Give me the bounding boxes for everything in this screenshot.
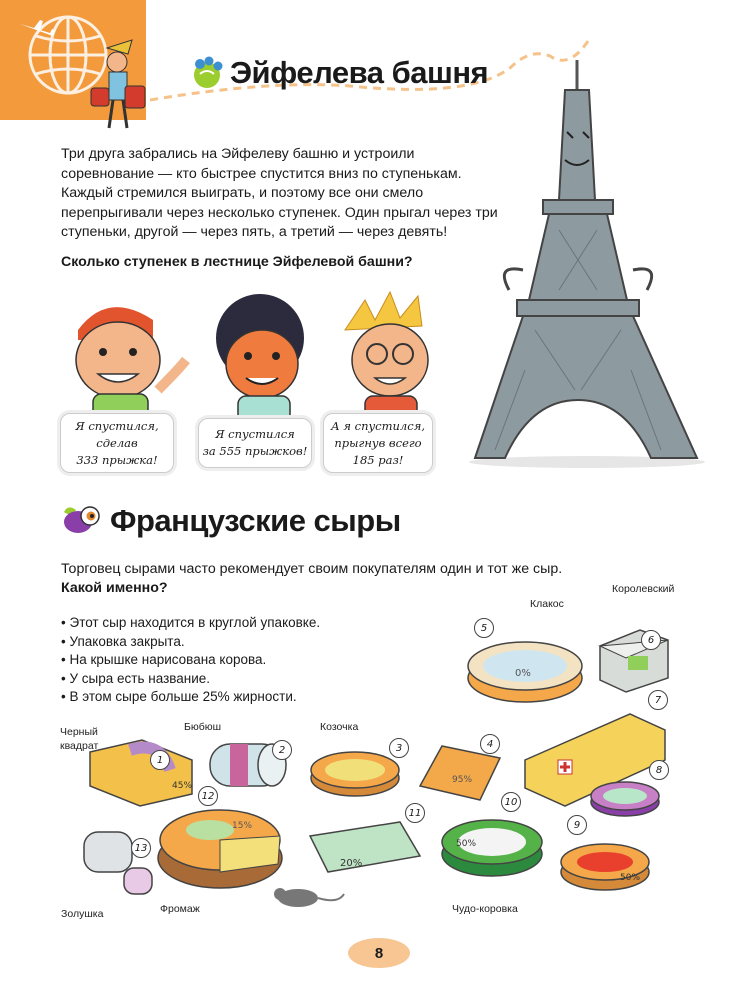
label-klakos: Клакос xyxy=(530,598,564,610)
percent-cherny: 45% xyxy=(172,781,193,791)
cheese-small-box xyxy=(420,746,500,800)
percent-chudo: 50% xyxy=(456,839,477,849)
percent-checkered: 50% xyxy=(620,873,641,883)
label-zolushka: Золушка xyxy=(61,908,104,920)
section2-question: Какой именно? xyxy=(61,580,168,596)
bubble-line: Я спустился xyxy=(215,427,295,441)
section1-paragraph xyxy=(61,145,498,243)
list-item: • Упаковка закрыта. xyxy=(61,633,320,652)
percent-klakos: 0% xyxy=(515,668,531,679)
section1-question: Сколько ступенек в лестнице Эйфелевой башни? xyxy=(61,254,413,270)
traveller-illustration xyxy=(85,30,155,140)
cheese-purple-round xyxy=(591,782,659,816)
percent-green-box: 20% xyxy=(340,858,363,869)
number-badge-10: 10 xyxy=(501,792,521,812)
number-badge-3: 3 xyxy=(389,738,409,758)
percent-small-box: 95% xyxy=(452,775,473,785)
number-badge-2: 2 xyxy=(272,740,292,760)
paragraph-line: ступеньки, другой — через пять, а третий — через девять! xyxy=(61,224,448,240)
list-item: • На крышке нарисована корова. xyxy=(61,651,320,670)
paragraph-line: перепрыгивали через несколько ступенек. Один прыгал через три xyxy=(61,204,498,221)
bubble-line: 185 раз! xyxy=(352,452,404,467)
label-korolevsky: Королевский xyxy=(612,583,675,595)
number-badge-13: 13 xyxy=(131,838,151,858)
bubble-line: сделав xyxy=(96,435,138,450)
boy-curly-illustration xyxy=(200,290,340,430)
eiffel-tower-illustration xyxy=(465,50,710,470)
boy-glasses-illustration xyxy=(335,290,455,430)
list-item: • У сыра есть название. xyxy=(61,670,320,689)
puzzle-icon xyxy=(190,56,224,90)
label-kvadrat: квадрат xyxy=(60,740,99,752)
number-badge-5: 5 xyxy=(474,618,494,638)
paragraph-line: Три друга забрались на Эйфелеву башню и устроили xyxy=(61,146,415,162)
label-chudo-korovka: Чудо-коровка xyxy=(452,903,518,915)
list-item: • Этот сыр находится в круглой упаковке. xyxy=(61,614,320,633)
cheese-fromazh xyxy=(158,810,282,888)
cheese-kozochka xyxy=(311,752,399,796)
cheese-checkered xyxy=(561,844,649,890)
number-badge-1: 1 xyxy=(150,750,170,770)
section1-title: Эйфелева башня xyxy=(230,55,489,90)
number-badge-6: 6 xyxy=(641,630,661,650)
bubble-line: 333 прыжка! xyxy=(76,452,158,467)
label-byubyush: Бюбюш xyxy=(184,721,222,733)
speech-bubble-3 xyxy=(323,413,433,473)
speech-bubble-1 xyxy=(60,413,174,473)
cheese-klakos xyxy=(468,642,582,702)
label-kozochka: Козочка xyxy=(320,721,359,733)
paragraph-line: Каждый стремился выиграть, и поэтому все они смело xyxy=(61,185,424,201)
number-badge-8: 8 xyxy=(649,760,669,780)
cheese-chudo-korovka xyxy=(442,820,542,876)
list-item: • В этом сыре больше 25% жирности. xyxy=(61,688,320,707)
section2-title: Французские сыры xyxy=(110,503,401,538)
cheese-green-box xyxy=(310,822,420,872)
speech-bubble-2 xyxy=(198,418,312,468)
label-fromazh: Фромаж xyxy=(160,903,200,915)
cheese-cherny-kvadrat xyxy=(90,740,192,806)
number-badge-9: 9 xyxy=(567,815,587,835)
bubble-line: А я спустился, xyxy=(331,418,425,433)
page-number: 8 xyxy=(348,938,410,968)
number-badge-7: 7 xyxy=(648,690,668,710)
fish-eye-icon xyxy=(60,502,102,536)
bubble-line: Я спустился, xyxy=(75,418,159,433)
paragraph-line: соревнование — кто быстрее спустится вниз по ступенькам. xyxy=(61,165,462,182)
label-cherny: Черный xyxy=(60,726,98,738)
percent-fromazh: 15% xyxy=(232,821,253,831)
mouse-illustration xyxy=(274,888,344,907)
number-badge-12: 12 xyxy=(198,786,218,806)
number-badge-4: 4 xyxy=(480,734,500,754)
number-badge-11: 11 xyxy=(405,803,425,823)
bubble-line: прыгнув всего xyxy=(334,435,422,450)
boy-redhead-illustration xyxy=(58,290,198,430)
bubble-line: за 555 прыжков! xyxy=(202,444,308,458)
section2-intro: Торговец сырами часто рекомендует своим покупателям один и тот же сыр. xyxy=(61,561,563,577)
